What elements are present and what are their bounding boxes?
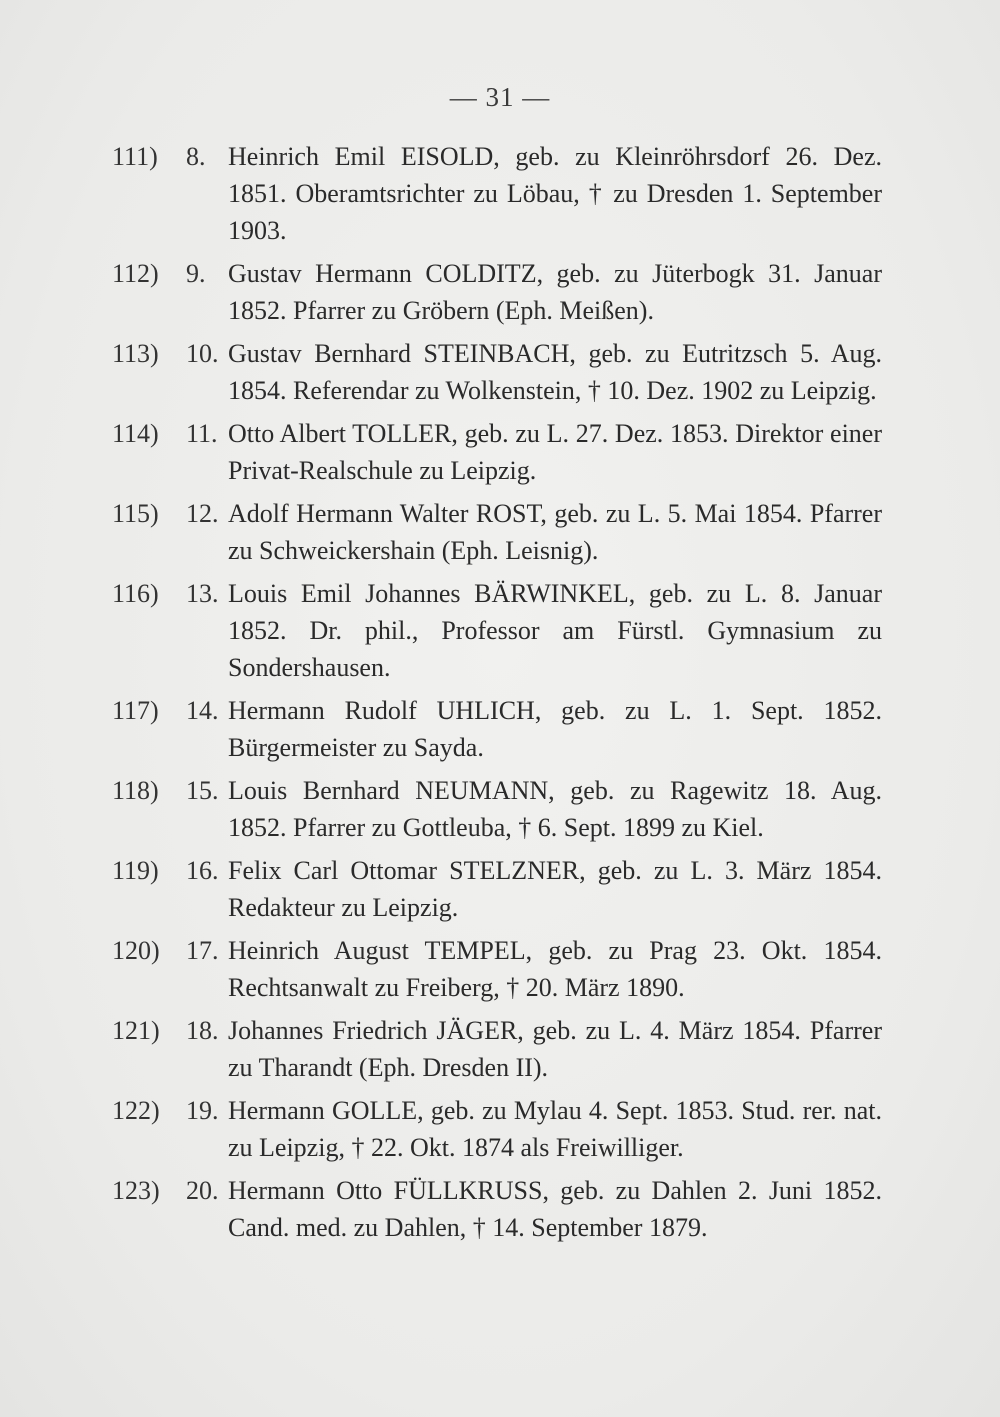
- entry-text: Gustav Hermann COLDITZ, geb. zu Jüterbogk 31. Januar 1852. Pfarrer zu Gröbern (Eph. Meißen).: [228, 259, 882, 325]
- entry-outer-number: 114): [112, 419, 159, 448]
- entry-inner-number: 13.: [186, 579, 219, 608]
- entry-list: [112, 138, 882, 1252]
- entry-inner-number: 16.: [186, 856, 219, 885]
- entry-outer-number: 116): [112, 579, 159, 608]
- entry-text: Heinrich August TEMPEL, geb. zu Prag 23. Okt. 1854. Rechtsanwalt zu Freiberg, † 20. März 1890.: [228, 936, 882, 1002]
- entry-text: Louis Bernhard NEUMANN, geb. zu Ragewitz 18. Aug. 1852. Pfarrer zu Gottleuba, † 6. Sept. 1899 zu Kiel.: [228, 776, 882, 842]
- entry-inner-number: 12.: [186, 499, 219, 528]
- entry-text: Felix Carl Ottomar STELZNER, geb. zu L. 3. März 1854. Redakteur zu Leipzig.: [228, 856, 882, 922]
- entry-outer-number: 118): [112, 776, 159, 805]
- list-item: [112, 1092, 882, 1166]
- entry-text: Louis Emil Johannes BÄRWINKEL, geb. zu L. 8. Januar 1852. Dr. phil., Professor am Fürstl. Gymnasium zu Sondershausen.: [228, 579, 882, 682]
- list-item: [112, 415, 882, 489]
- entry-text: Otto Albert TOLLER, geb. zu L. 27. Dez. 1853. Direktor einer Privat-Realschule zu Leipzig.: [228, 419, 882, 485]
- entry-outer-number: 115): [112, 499, 159, 528]
- entry-inner-number: 14.: [186, 696, 219, 725]
- entry-text: Heinrich Emil EISOLD, geb. zu Kleinröhrsdorf 26. Dez. 1851. Oberamtsrichter zu Löbau, † zu Dresden 1. September 1903.: [228, 142, 882, 245]
- list-item: [112, 335, 882, 409]
- entry-inner-number: 19.: [186, 1096, 219, 1125]
- entry-outer-number: 123): [112, 1176, 160, 1205]
- entry-inner-number: 20.: [186, 1176, 219, 1205]
- entry-text: Johannes Friedrich JÄGER, geb. zu L. 4. März 1854. Pfarrer zu Tharandt (Eph. Dresden II).: [228, 1016, 882, 1082]
- list-item: [112, 138, 882, 249]
- entry-text: Hermann Otto FÜLLKRUSS, geb. zu Dahlen 2. Juni 1852. Cand. med. zu Dahlen, † 14. September 1879.: [228, 1176, 882, 1242]
- list-item: [112, 255, 882, 329]
- list-item: [112, 495, 882, 569]
- list-item: [112, 852, 882, 926]
- entry-inner-number: 10.: [186, 339, 219, 368]
- page-number: — 31 —: [449, 82, 551, 112]
- entry-inner-number: 15.: [186, 776, 219, 805]
- list-item: [112, 692, 882, 766]
- entry-outer-number: 122): [112, 1096, 160, 1125]
- list-item: [112, 772, 882, 846]
- entry-inner-number: 9.: [186, 259, 206, 288]
- list-item: [112, 575, 882, 686]
- entry-outer-number: 121): [112, 1016, 160, 1045]
- list-item: [112, 1012, 882, 1086]
- entry-text: Hermann GOLLE, geb. zu Mylau 4. Sept. 1853. Stud. rer. nat. zu Leipzig, † 22. Okt. 1874 als Freiwilliger.: [228, 1096, 882, 1162]
- entry-outer-number: 117): [112, 696, 159, 725]
- entry-text: Hermann Rudolf UHLICH, geb. zu L. 1. Sept. 1852. Bürgermeister zu Sayda.: [228, 696, 882, 762]
- entry-outer-number: 119): [112, 856, 159, 885]
- entry-outer-number: 113): [112, 339, 159, 368]
- entry-inner-number: 11.: [186, 419, 218, 448]
- entry-inner-number: 8.: [186, 142, 206, 171]
- entry-inner-number: 18.: [186, 1016, 219, 1045]
- entry-text: Gustav Bernhard STEINBACH, geb. zu Eutritzsch 5. Aug. 1854. Referendar zu Wolkenstein, † 10. Dez. 1902 zu Leipzig.: [228, 339, 882, 405]
- list-item: [112, 932, 882, 1006]
- list-item: [112, 1172, 882, 1246]
- entry-outer-number: 112): [112, 259, 159, 288]
- entry-text: Adolf Hermann Walter ROST, geb. zu L. 5. Mai 1854. Pfarrer zu Schweickershain (Eph. Leisnig).: [228, 499, 882, 565]
- entry-outer-number: 120): [112, 936, 160, 965]
- entry-inner-number: 17.: [186, 936, 219, 965]
- entry-outer-number: 111): [112, 142, 158, 171]
